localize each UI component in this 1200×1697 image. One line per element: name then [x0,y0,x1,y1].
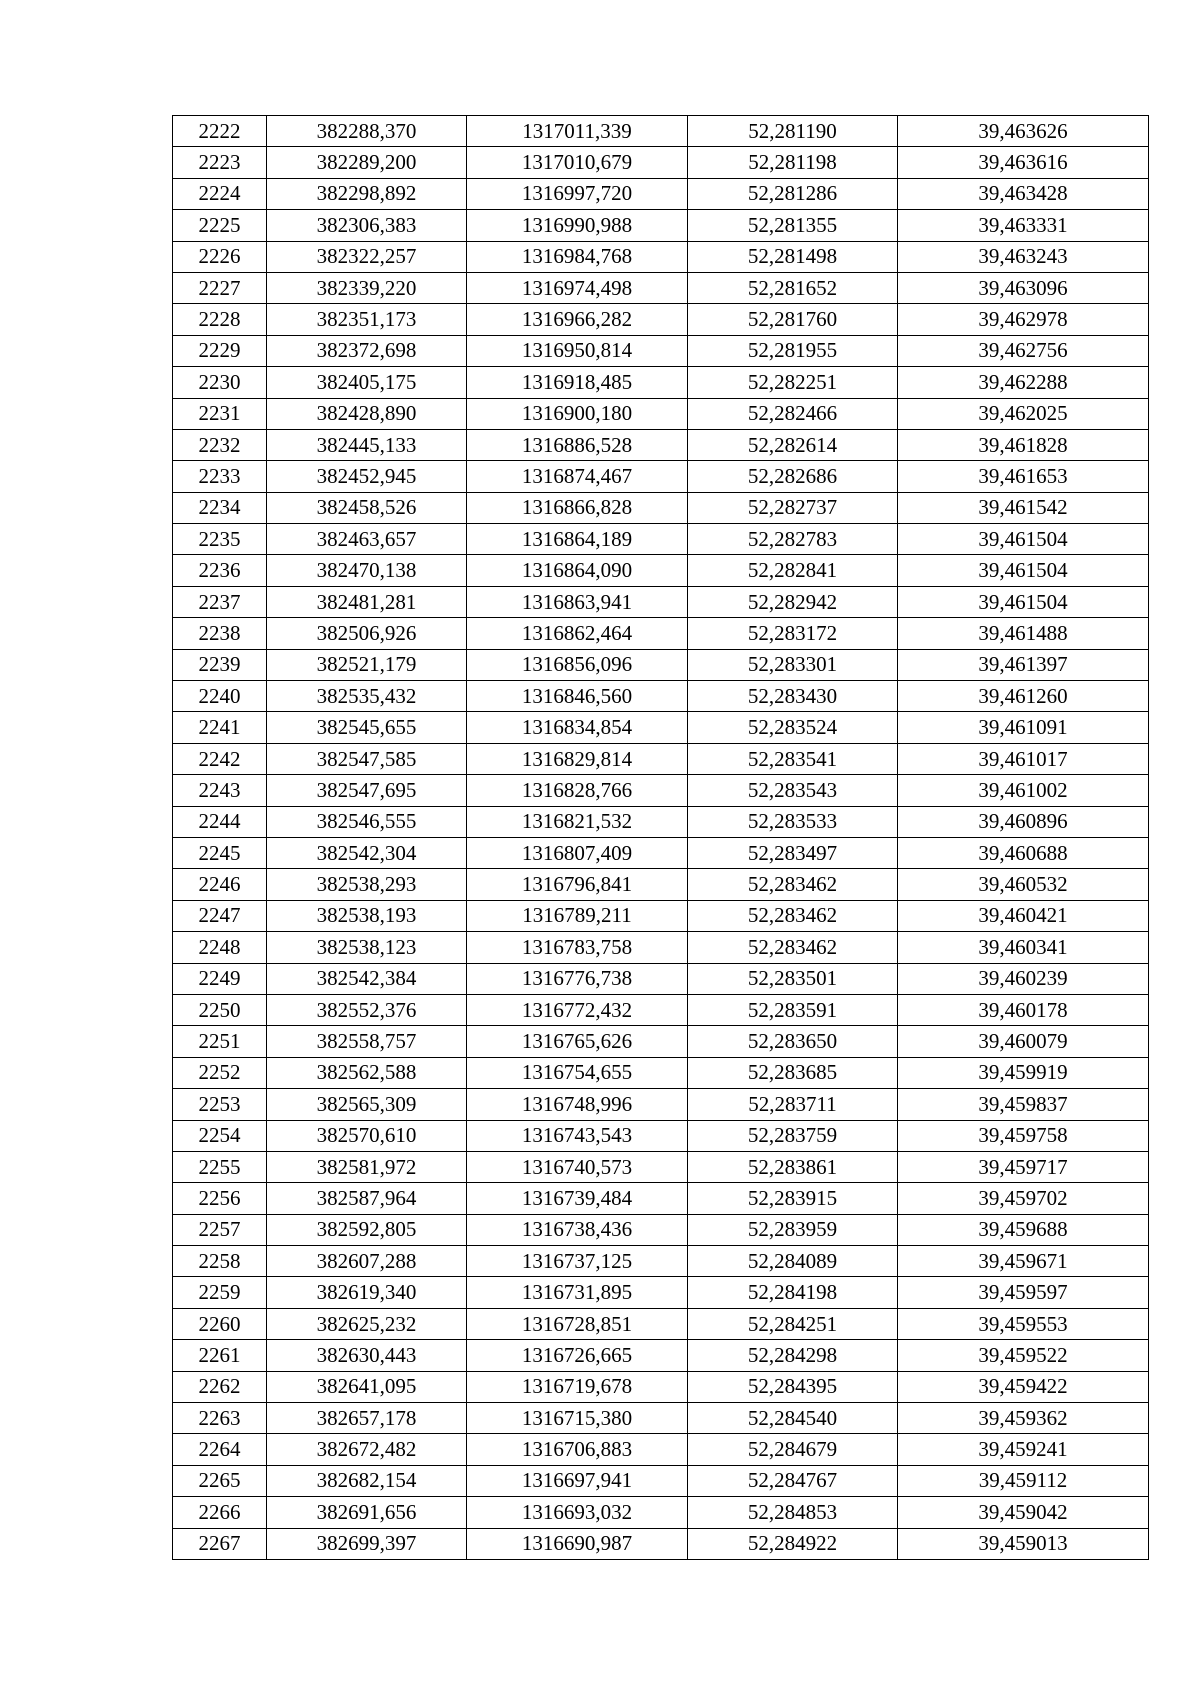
table-row [173,1246,1149,1277]
point-number-cell: 2248 [173,932,267,963]
longitude-cell: 39,459758 [898,1120,1149,1151]
table-row [173,837,1149,868]
x-coordinate-cell: 382682,154 [267,1465,467,1496]
latitude-cell: 52,283462 [688,900,898,931]
latitude-cell: 52,284767 [688,1465,898,1496]
longitude-cell: 39,460239 [898,963,1149,994]
longitude-cell: 39,459112 [898,1465,1149,1496]
x-coordinate-cell: 382428,890 [267,398,467,429]
table-row [173,429,1149,460]
point-number-cell: 2253 [173,1089,267,1120]
latitude-cell: 52,283959 [688,1214,898,1245]
y-coordinate-cell: 1317010,679 [467,147,688,178]
latitude-cell: 52,283685 [688,1057,898,1088]
table-row [173,1277,1149,1308]
x-coordinate-cell: 382452,945 [267,461,467,492]
point-number-cell: 2252 [173,1057,267,1088]
longitude-cell: 39,461488 [898,618,1149,649]
point-number-cell: 2266 [173,1497,267,1528]
longitude-cell: 39,461017 [898,743,1149,774]
latitude-cell: 52,283462 [688,932,898,963]
y-coordinate-cell: 1316886,528 [467,429,688,460]
y-coordinate-cell: 1316726,665 [467,1340,688,1371]
point-number-cell: 2256 [173,1183,267,1214]
table-row [173,1340,1149,1371]
table-row [173,178,1149,209]
latitude-cell: 52,284198 [688,1277,898,1308]
longitude-cell: 39,459702 [898,1183,1149,1214]
x-coordinate-cell: 382587,964 [267,1183,467,1214]
x-coordinate-cell: 382619,340 [267,1277,467,1308]
latitude-cell: 52,283759 [688,1120,898,1151]
latitude-cell: 52,282783 [688,524,898,555]
longitude-cell: 39,459553 [898,1308,1149,1339]
table-row [173,1434,1149,1465]
x-coordinate-cell: 382558,757 [267,1026,467,1057]
point-number-cell: 2244 [173,806,267,837]
point-number-cell: 2255 [173,1151,267,1182]
longitude-cell: 39,462978 [898,304,1149,335]
y-coordinate-cell: 1316918,485 [467,367,688,398]
longitude-cell: 39,459042 [898,1497,1149,1528]
x-coordinate-cell: 382547,585 [267,743,467,774]
table-row [173,1308,1149,1339]
latitude-cell: 52,281760 [688,304,898,335]
point-number-cell: 2257 [173,1214,267,1245]
table-row [173,1089,1149,1120]
point-number-cell: 2232 [173,429,267,460]
latitude-cell: 52,281198 [688,147,898,178]
table-row [173,869,1149,900]
y-coordinate-cell: 1316900,180 [467,398,688,429]
x-coordinate-cell: 382463,657 [267,524,467,555]
table-row [173,367,1149,398]
point-number-cell: 2234 [173,492,267,523]
table-row [173,555,1149,586]
longitude-cell: 39,462288 [898,367,1149,398]
point-number-cell: 2265 [173,1465,267,1496]
longitude-cell: 39,459837 [898,1089,1149,1120]
y-coordinate-cell: 1316829,814 [467,743,688,774]
longitude-cell: 39,461504 [898,586,1149,617]
table-row [173,1057,1149,1088]
coordinates-table-body [173,116,1149,1560]
table-row [173,272,1149,303]
longitude-cell: 39,461828 [898,429,1149,460]
y-coordinate-cell: 1316863,941 [467,586,688,617]
point-number-cell: 2227 [173,272,267,303]
y-coordinate-cell: 1316772,432 [467,994,688,1025]
latitude-cell: 52,283861 [688,1151,898,1182]
x-coordinate-cell: 382547,695 [267,775,467,806]
longitude-cell: 39,461504 [898,555,1149,586]
point-number-cell: 2226 [173,241,267,272]
point-number-cell: 2245 [173,837,267,868]
table-row [173,1183,1149,1214]
x-coordinate-cell: 382521,179 [267,649,467,680]
y-coordinate-cell: 1316828,766 [467,775,688,806]
longitude-cell: 39,460079 [898,1026,1149,1057]
longitude-cell: 39,461653 [898,461,1149,492]
table-row [173,147,1149,178]
x-coordinate-cell: 382672,482 [267,1434,467,1465]
longitude-cell: 39,461504 [898,524,1149,555]
table-row [173,681,1149,712]
point-number-cell: 2242 [173,743,267,774]
y-coordinate-cell: 1316783,758 [467,932,688,963]
table-row [173,806,1149,837]
y-coordinate-cell: 1317011,339 [467,116,688,147]
longitude-cell: 39,460341 [898,932,1149,963]
latitude-cell: 52,283541 [688,743,898,774]
x-coordinate-cell: 382405,175 [267,367,467,398]
y-coordinate-cell: 1316856,096 [467,649,688,680]
point-number-cell: 2231 [173,398,267,429]
longitude-cell: 39,459013 [898,1528,1149,1559]
point-number-cell: 2239 [173,649,267,680]
longitude-cell: 39,459688 [898,1214,1149,1245]
y-coordinate-cell: 1316866,828 [467,492,688,523]
table-row [173,335,1149,366]
point-number-cell: 2228 [173,304,267,335]
table-row [173,304,1149,335]
y-coordinate-cell: 1316990,988 [467,210,688,241]
longitude-cell: 39,460178 [898,994,1149,1025]
longitude-cell: 39,460532 [898,869,1149,900]
latitude-cell: 52,283301 [688,649,898,680]
y-coordinate-cell: 1316862,464 [467,618,688,649]
y-coordinate-cell: 1316731,895 [467,1277,688,1308]
latitude-cell: 52,283650 [688,1026,898,1057]
latitude-cell: 52,283172 [688,618,898,649]
y-coordinate-cell: 1316950,814 [467,335,688,366]
latitude-cell: 52,282614 [688,429,898,460]
x-coordinate-cell: 382562,588 [267,1057,467,1088]
y-coordinate-cell: 1316834,854 [467,712,688,743]
point-number-cell: 2258 [173,1246,267,1277]
y-coordinate-cell: 1316864,090 [467,555,688,586]
table-row [173,932,1149,963]
latitude-cell: 52,284540 [688,1403,898,1434]
latitude-cell: 52,284922 [688,1528,898,1559]
longitude-cell: 39,459919 [898,1057,1149,1088]
latitude-cell: 52,283501 [688,963,898,994]
table-row [173,116,1149,147]
table-row [173,492,1149,523]
longitude-cell: 39,461397 [898,649,1149,680]
longitude-cell: 39,459522 [898,1340,1149,1371]
y-coordinate-cell: 1316997,720 [467,178,688,209]
x-coordinate-cell: 382630,443 [267,1340,467,1371]
y-coordinate-cell: 1316690,987 [467,1528,688,1559]
x-coordinate-cell: 382542,304 [267,837,467,868]
latitude-cell: 52,284298 [688,1340,898,1371]
y-coordinate-cell: 1316821,532 [467,806,688,837]
longitude-cell: 39,462756 [898,335,1149,366]
x-coordinate-cell: 382322,257 [267,241,467,272]
longitude-cell: 39,461002 [898,775,1149,806]
longitude-cell: 39,463626 [898,116,1149,147]
x-coordinate-cell: 382458,526 [267,492,467,523]
longitude-cell: 39,459597 [898,1277,1149,1308]
point-number-cell: 2241 [173,712,267,743]
x-coordinate-cell: 382592,805 [267,1214,467,1245]
table-row [173,1214,1149,1245]
latitude-cell: 52,284853 [688,1497,898,1528]
point-number-cell: 2229 [173,335,267,366]
x-coordinate-cell: 382657,178 [267,1403,467,1434]
table-row [173,1403,1149,1434]
x-coordinate-cell: 382288,370 [267,116,467,147]
y-coordinate-cell: 1316846,560 [467,681,688,712]
point-number-cell: 2223 [173,147,267,178]
longitude-cell: 39,459422 [898,1371,1149,1402]
x-coordinate-cell: 382445,133 [267,429,467,460]
y-coordinate-cell: 1316984,768 [467,241,688,272]
y-coordinate-cell: 1316807,409 [467,837,688,868]
latitude-cell: 52,282686 [688,461,898,492]
point-number-cell: 2262 [173,1371,267,1402]
table-row [173,524,1149,555]
latitude-cell: 52,284395 [688,1371,898,1402]
latitude-cell: 52,282466 [688,398,898,429]
longitude-cell: 39,463096 [898,272,1149,303]
x-coordinate-cell: 382470,138 [267,555,467,586]
point-number-cell: 2230 [173,367,267,398]
latitude-cell: 52,283497 [688,837,898,868]
y-coordinate-cell: 1316789,211 [467,900,688,931]
point-number-cell: 2224 [173,178,267,209]
x-coordinate-cell: 382306,383 [267,210,467,241]
point-number-cell: 2264 [173,1434,267,1465]
point-number-cell: 2251 [173,1026,267,1057]
point-number-cell: 2243 [173,775,267,806]
latitude-cell: 52,283524 [688,712,898,743]
y-coordinate-cell: 1316740,573 [467,1151,688,1182]
latitude-cell: 52,281286 [688,178,898,209]
point-number-cell: 2237 [173,586,267,617]
table-row [173,1497,1149,1528]
x-coordinate-cell: 382565,309 [267,1089,467,1120]
point-number-cell: 2240 [173,681,267,712]
x-coordinate-cell: 382641,095 [267,1371,467,1402]
x-coordinate-cell: 382538,293 [267,869,467,900]
y-coordinate-cell: 1316864,189 [467,524,688,555]
longitude-cell: 39,463616 [898,147,1149,178]
coordinates-table [172,115,1149,1560]
x-coordinate-cell: 382372,698 [267,335,467,366]
table-row [173,210,1149,241]
longitude-cell: 39,460896 [898,806,1149,837]
latitude-cell: 52,282251 [688,367,898,398]
y-coordinate-cell: 1316739,484 [467,1183,688,1214]
latitude-cell: 52,284251 [688,1308,898,1339]
point-number-cell: 2233 [173,461,267,492]
point-number-cell: 2250 [173,994,267,1025]
latitude-cell: 52,281190 [688,116,898,147]
table-row [173,618,1149,649]
y-coordinate-cell: 1316715,380 [467,1403,688,1434]
y-coordinate-cell: 1316765,626 [467,1026,688,1057]
point-number-cell: 2225 [173,210,267,241]
point-number-cell: 2267 [173,1528,267,1559]
x-coordinate-cell: 382298,892 [267,178,467,209]
point-number-cell: 2246 [173,869,267,900]
x-coordinate-cell: 382506,926 [267,618,467,649]
table-row [173,1528,1149,1559]
x-coordinate-cell: 382625,232 [267,1308,467,1339]
latitude-cell: 52,281955 [688,335,898,366]
x-coordinate-cell: 382538,123 [267,932,467,963]
y-coordinate-cell: 1316874,467 [467,461,688,492]
latitude-cell: 52,284089 [688,1246,898,1277]
x-coordinate-cell: 382481,281 [267,586,467,617]
x-coordinate-cell: 382570,610 [267,1120,467,1151]
latitude-cell: 52,283430 [688,681,898,712]
longitude-cell: 39,461260 [898,681,1149,712]
latitude-cell: 52,283711 [688,1089,898,1120]
table-row [173,398,1149,429]
latitude-cell: 52,283915 [688,1183,898,1214]
x-coordinate-cell: 382607,288 [267,1246,467,1277]
y-coordinate-cell: 1316776,738 [467,963,688,994]
table-row [173,743,1149,774]
table-row [173,994,1149,1025]
table-row [173,586,1149,617]
table-row [173,241,1149,272]
table-row [173,461,1149,492]
longitude-cell: 39,463331 [898,210,1149,241]
latitude-cell: 52,282841 [688,555,898,586]
x-coordinate-cell: 382339,220 [267,272,467,303]
y-coordinate-cell: 1316743,543 [467,1120,688,1151]
y-coordinate-cell: 1316737,125 [467,1246,688,1277]
latitude-cell: 52,282737 [688,492,898,523]
longitude-cell: 39,463243 [898,241,1149,272]
y-coordinate-cell: 1316697,941 [467,1465,688,1496]
table-row [173,1371,1149,1402]
longitude-cell: 39,462025 [898,398,1149,429]
latitude-cell: 52,284679 [688,1434,898,1465]
x-coordinate-cell: 382546,555 [267,806,467,837]
y-coordinate-cell: 1316966,282 [467,304,688,335]
x-coordinate-cell: 382552,376 [267,994,467,1025]
y-coordinate-cell: 1316748,996 [467,1089,688,1120]
y-coordinate-cell: 1316706,883 [467,1434,688,1465]
point-number-cell: 2263 [173,1403,267,1434]
y-coordinate-cell: 1316693,032 [467,1497,688,1528]
x-coordinate-cell: 382538,193 [267,900,467,931]
table-row [173,1465,1149,1496]
point-number-cell: 2236 [173,555,267,586]
y-coordinate-cell: 1316719,678 [467,1371,688,1402]
table-row [173,649,1149,680]
y-coordinate-cell: 1316796,841 [467,869,688,900]
table-row [173,712,1149,743]
table-row [173,775,1149,806]
x-coordinate-cell: 382691,656 [267,1497,467,1528]
latitude-cell: 52,281498 [688,241,898,272]
y-coordinate-cell: 1316728,851 [467,1308,688,1339]
x-coordinate-cell: 382545,655 [267,712,467,743]
latitude-cell: 52,282942 [688,586,898,617]
x-coordinate-cell: 382351,173 [267,304,467,335]
x-coordinate-cell: 382289,200 [267,147,467,178]
longitude-cell: 39,459362 [898,1403,1149,1434]
point-number-cell: 2222 [173,116,267,147]
longitude-cell: 39,460688 [898,837,1149,868]
longitude-cell: 39,461091 [898,712,1149,743]
point-number-cell: 2259 [173,1277,267,1308]
point-number-cell: 2247 [173,900,267,931]
latitude-cell: 52,283543 [688,775,898,806]
x-coordinate-cell: 382699,397 [267,1528,467,1559]
point-number-cell: 2254 [173,1120,267,1151]
x-coordinate-cell: 382535,432 [267,681,467,712]
y-coordinate-cell: 1316738,436 [467,1214,688,1245]
point-number-cell: 2260 [173,1308,267,1339]
longitude-cell: 39,459241 [898,1434,1149,1465]
point-number-cell: 2238 [173,618,267,649]
latitude-cell: 52,281652 [688,272,898,303]
table-row [173,1120,1149,1151]
x-coordinate-cell: 382542,384 [267,963,467,994]
latitude-cell: 52,283533 [688,806,898,837]
point-number-cell: 2261 [173,1340,267,1371]
longitude-cell: 39,461542 [898,492,1149,523]
table-row [173,1026,1149,1057]
point-number-cell: 2249 [173,963,267,994]
table-row [173,963,1149,994]
y-coordinate-cell: 1316754,655 [467,1057,688,1088]
y-coordinate-cell: 1316974,498 [467,272,688,303]
longitude-cell: 39,459717 [898,1151,1149,1182]
x-coordinate-cell: 382581,972 [267,1151,467,1182]
latitude-cell: 52,281355 [688,210,898,241]
longitude-cell: 39,460421 [898,900,1149,931]
point-number-cell: 2235 [173,524,267,555]
longitude-cell: 39,459671 [898,1246,1149,1277]
table-row [173,900,1149,931]
latitude-cell: 52,283591 [688,994,898,1025]
table-row [173,1151,1149,1182]
longitude-cell: 39,463428 [898,178,1149,209]
latitude-cell: 52,283462 [688,869,898,900]
